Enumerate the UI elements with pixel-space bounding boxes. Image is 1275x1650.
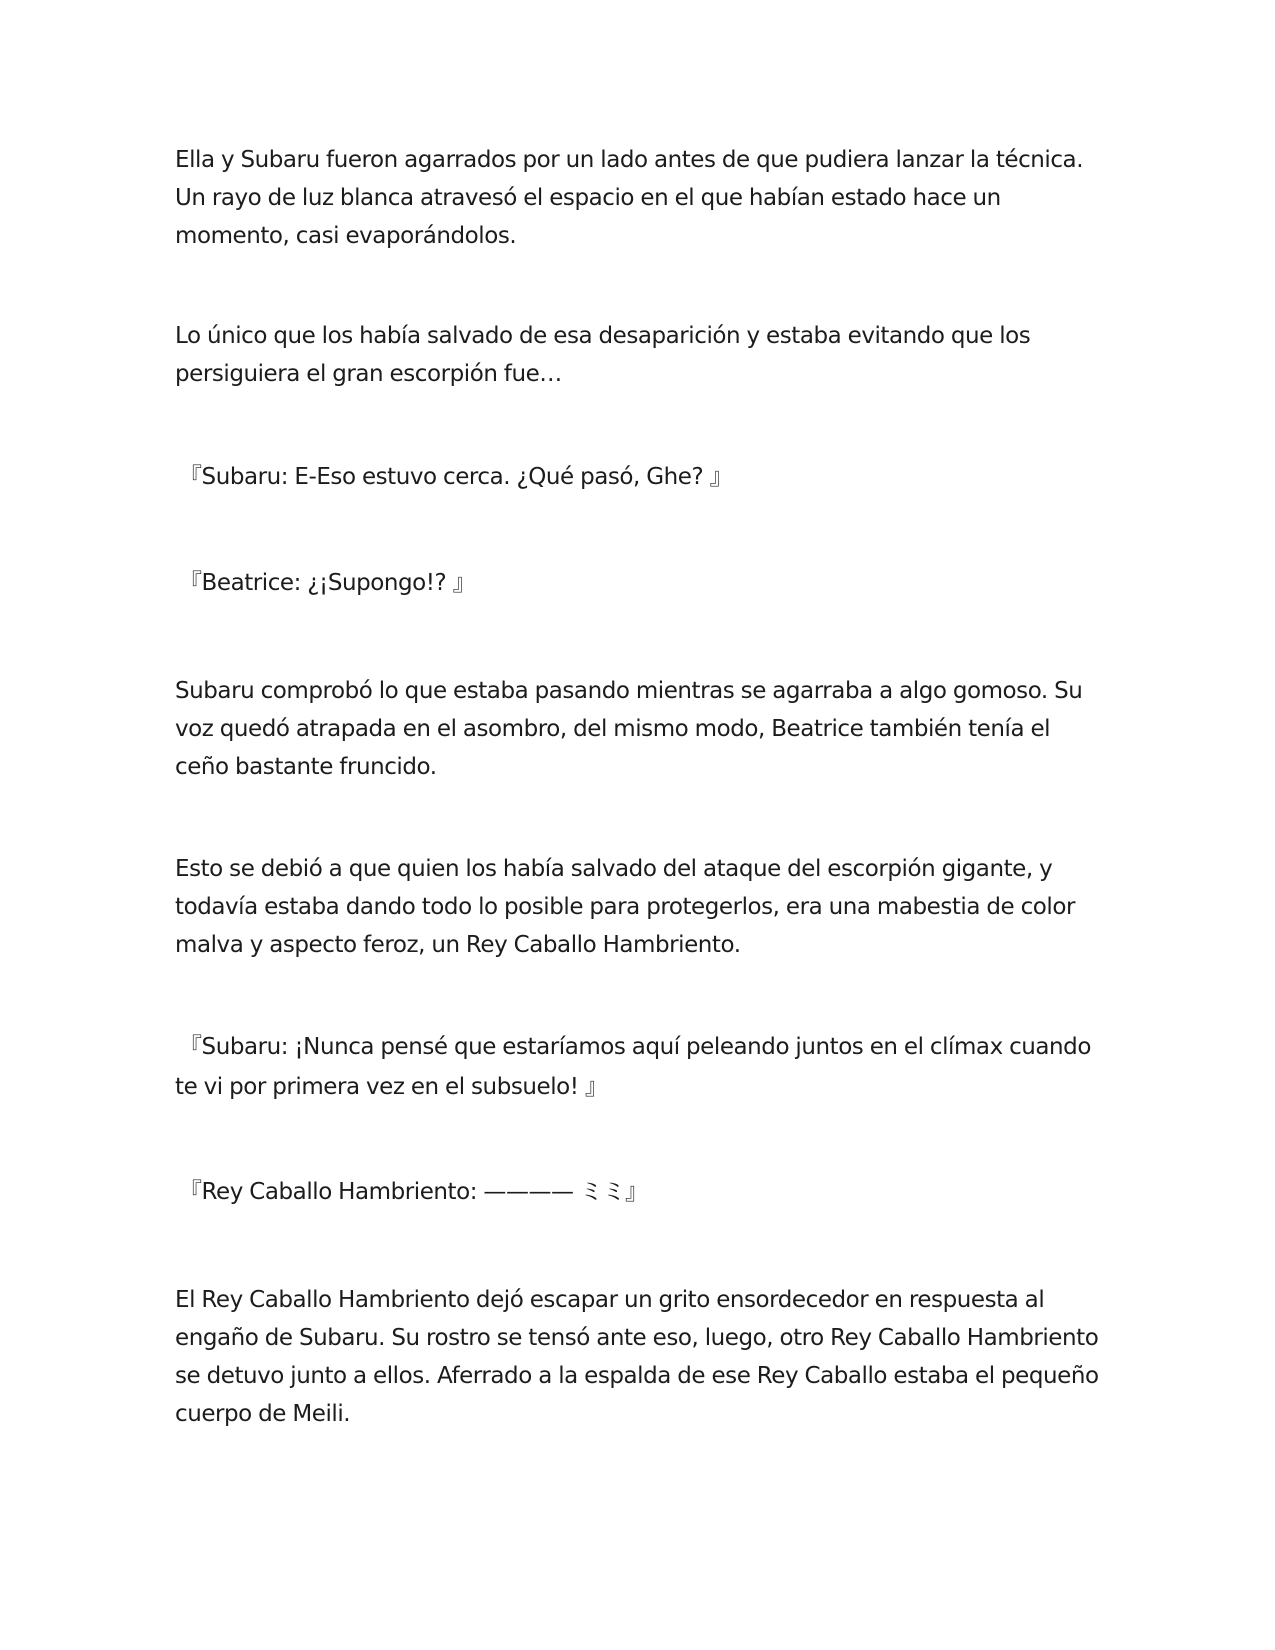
paragraph-5: El Rey Caballo Hambriento dejó escapar un grito ensordecedor en respuesta al engaño de Subaru. Su rostro se tensó ante eso, luego, otro Rey Caballo Hambriento se detuvo junto a ellos. Aferrado a la espalda de ese Rey Caballo estaba el pequeño cuerpo de Meili. (175, 1287, 1099, 1427)
dialogue-subaru-2: 『Subaru: ¡Nunca pensé que estaríamos aquí peleando juntos en el clímax cuando te vi por primera vez en el subsuelo! 』 (175, 1034, 1091, 1100)
paragraph-4: Esto se debió a que quien los había salvado del ataque del escorpión gigante, y todavía estaba dando todo lo posible para protegerlos, era una mabestia de color malva y aspecto feroz, un Rey Caballo Hambriento. (175, 856, 1075, 958)
dialogue-subaru-1: 『Subaru: E-Eso estuvo cerca. ¿Qué pasó, Ghe? 』 (179, 464, 733, 490)
dialogue-rey-caballo: 『Rey Caballo Hambriento: ———— ミミ』 (179, 1179, 648, 1205)
paragraph-3: Subaru comprobó lo que estaba pasando mientras se agarraba a algo gomoso. Su voz quedó atrapada en el asombro, del mismo modo, Beatrice también tenía el ceño bastante fruncido. (175, 678, 1083, 780)
paragraph-2: Lo único que los había salvado de esa desaparición y estaba evitando que los persiguiera el gran escorpión fue… (175, 323, 1031, 387)
paragraph-1: Ella y Subaru fueron agarrados por un lado antes de que pudiera lanzar la técnica. Un rayo de luz blanca atravesó el espacio en el que habían estado hace un momento, casi evaporándolos. (175, 147, 1084, 249)
dialogue-beatrice: 『Beatrice: ¿¡Supongo!? 』 (179, 570, 476, 596)
